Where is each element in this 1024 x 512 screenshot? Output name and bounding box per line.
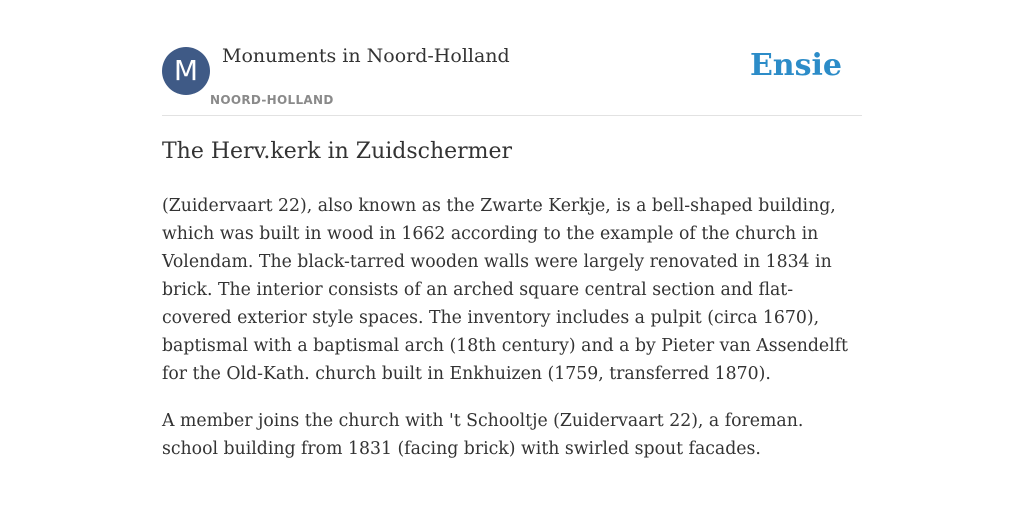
avatar[interactable]: M <box>162 47 210 95</box>
article-title: The Herv.kerk in Zuidschermer <box>162 139 513 164</box>
source-tag[interactable]: NOORD-HOLLAND <box>210 93 334 107</box>
ensie-logo[interactable]: Ensie <box>749 48 842 83</box>
source-title[interactable]: Monuments in Noord-Holland <box>222 45 510 67</box>
paragraph: (Zuidervaart 22), also known as the Zwarte Kerkje, is a bell-shaped building, which was built in wood in 1662 according to the example of the church in Volendam. The black-tarred wooden walls were largely renovated in 1834 in brick. The interior consists of an arched square central section and flat-covered exterior style spaces. The inventory includes a pulpit (circa 1670), baptismal with a baptismal arch (18th century) and a by Pieter van Assendelft for the Old-Kath. church built in Enkhuizen (1759, transferred 1870). <box>162 196 849 384</box>
content-container <box>162 0 862 459</box>
paragraph: A member joins the church with 't Schooltje (Zuidervaart 22), a foreman. school building from 1831 (facing brick) with swirled spout facades. <box>162 411 804 459</box>
article-body <box>162 192 862 482</box>
header <box>162 0 862 116</box>
